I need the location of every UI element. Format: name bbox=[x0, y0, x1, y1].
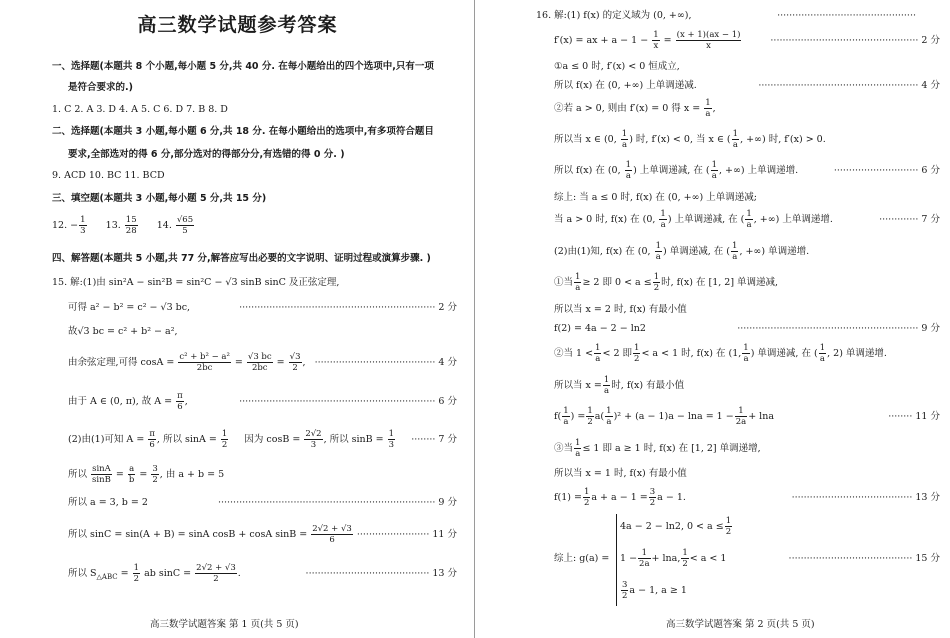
q16-line-19: f(1) = $\frac{1}{2}$ a + a − 1 = $\frac{3}{2}$ a − 1. bbox=[554, 487, 686, 508]
q15-line-5: 由于 A ∈ (0, π), 故 A = $\frac{\pi}{6}$ , bbox=[68, 391, 188, 412]
page-footer: 高三数学试题答案 第 2 页(共 5 页) bbox=[666, 619, 815, 630]
page-divider bbox=[474, 0, 475, 638]
piecewise-case-3: $\frac{3}{2}$ a − 1, a ≥ 1 bbox=[622, 580, 687, 601]
q16-line-3: ①a ≤ 0 时, f′(x) < 0 恒成立, bbox=[554, 61, 680, 72]
answer-page-2 bbox=[476, 0, 950, 638]
fraction: $\frac{1}{3}$ bbox=[80, 215, 86, 236]
g-of-a-label: 综上: g(a) = bbox=[554, 553, 610, 564]
q15-line-3: 故√3 bc = c² + b² − a², bbox=[68, 326, 178, 337]
q15-line-6: (2)由(1)可知 A = $\frac{\pi}{6}$ , 所以 sinA = $\frac{1}{2}$ 因为 cosB = $\frac{2√2}{3}$ , 所以 sinB = $\frac{1}{3}$ bbox=[68, 429, 395, 450]
q16-line-16: f( $\frac{1}{a}$ ) = $\frac{1}{2}$ a( $\frac{1}{a}$ )² + (a − 1)a − lna = 1 − $\frac{1}{2a}$ + lna bbox=[554, 406, 775, 427]
score-11: ························ 11 分 bbox=[356, 529, 457, 540]
section-3-answers: 12. − $\frac{1}{3}$ 13. $\frac{15}{28}$ 14. $\frac{√65}{5}$ bbox=[52, 215, 194, 236]
q16-line-10: (2)由(1)知, f(x) 在 (0, $\frac{1}{a}$ ) 单调递减, 在 ( $\frac{1}{a}$ , +∞) 单调递增. bbox=[554, 241, 810, 262]
fraction: $\frac{√65}{5}$ bbox=[176, 215, 194, 236]
score-13: ········································ 13 分 bbox=[791, 492, 940, 503]
q16-line-9: 当 a > 0 时, f(x) 在 (0, $\frac{1}{a}$ ) 上单调递减, 在 ( $\frac{1}{a}$ , +∞) 上单调递增. bbox=[554, 209, 833, 230]
q16-leader-1: ·············································· bbox=[777, 10, 916, 21]
q16-line-4: 所以 f(x) 在 (0, +∞) 上单调递减. bbox=[554, 80, 697, 91]
q15-line-10: 所以 $S_{\triangle ABC}$ = $\frac{1}{2}$ ab sinC = $\frac{2√2 + √3}{2}$ . bbox=[68, 563, 241, 584]
score-4: ····················································· 4 分 bbox=[758, 80, 940, 91]
q16-line-13: f(2) = 4a − 2 − ln2 bbox=[554, 323, 646, 334]
q15-line-4: 由余弦定理,可得 cosA = $\frac{\text{c² + b² − a²}}{2bc}$ = $\frac{√3 bc}{2bc}$ = $\frac{√3}{2}$ , bbox=[68, 352, 306, 373]
score-9: ········································································ 9 分 bbox=[217, 497, 457, 508]
q16-line-14: ②当 1 < $\frac{1}{a}$ < 2 即 $\frac{1}{2}$ < a < 1 时, f(x) 在 (1, $\frac{1}{a}$ ) 单调递减, 在 ( $\frac{1}{a}$ , 2) 单调递增. bbox=[554, 343, 887, 364]
score-6: ···························· 6 分 bbox=[833, 165, 940, 176]
section-2-heading-a: 二、选择题(本题共 3 小题,每小题 6 分,共 18 分. 在每小题给出的选项中,有多项符合题目 bbox=[52, 126, 434, 137]
score-15: ········································· 15 分 bbox=[788, 553, 940, 564]
section-1-heading-a: 一、选择题(本题共 8 个小题,每小题 5 分,共 40 分. 在每小题给出的四个选项中,只有一项 bbox=[52, 61, 434, 72]
q16-line-17: ③当 $\frac{1}{a}$ ≤ 1 即 a ≥ 1 时, f(x) 在 [1, 2] 单调递增, bbox=[554, 438, 761, 459]
score-7: ············· 7 分 bbox=[879, 214, 940, 225]
q16-line-15: 所以当 x = $\frac{1}{a}$ 时, f(x) 有最小值 bbox=[554, 375, 685, 396]
q16-line-12: 所以当 x = 2 时, f(x) 有最小值 bbox=[554, 304, 687, 315]
q16-line-2: f′(x) = ax + a − 1 − $\frac{1}{x}$ = $\frac{(x + 1)(ax - 1)}{x}$ bbox=[554, 30, 741, 51]
q16-line-11: ①当 $\frac{1}{a}$ ≥ 2 即 0 < a ≤ $\frac{1}{2}$ 时, f(x) 在 [1, 2] 单调递减, bbox=[554, 272, 779, 293]
score-13: ········································· 13 分 bbox=[305, 568, 457, 579]
q16-line-8: 综上: 当 a ≤ 0 时, f(x) 在 (0, +∞) 上单调递减; bbox=[554, 192, 757, 203]
q16-line-5: ②若 a > 0, 则由 f′(x) = 0 得 x = $\frac{1}{a}$ , bbox=[554, 98, 716, 119]
page-title: 高三数学试题参考答案 bbox=[137, 14, 338, 36]
score-9: ···························································· 9 分 bbox=[737, 323, 940, 334]
q16-line-18: 所以当 x = 1 时, f(x) 有最小值 bbox=[554, 468, 687, 479]
piecewise-brace bbox=[616, 514, 617, 606]
piecewise-case-2: 1 − $\frac{1}{2a}$ + lna, $\frac{1}{2}$ < a < 1 bbox=[620, 548, 727, 569]
score-4: ········································ 4 分 bbox=[314, 357, 457, 368]
q15-line-1: 15. 解:(1)由 sin²A − sin²B = sin²C − √3 sinB sinC 及正弦定理, bbox=[52, 277, 340, 288]
score-7: ········ 7 分 bbox=[411, 434, 457, 445]
page-footer: 高三数学试题答案 第 1 页(共 5 页) bbox=[150, 619, 299, 630]
q16-line-1: 16. 解:(1) f(x) 的定义域为 (0, +∞), bbox=[536, 10, 692, 21]
q15-line-9: 所以 sinC = sin(A + B) = sinA cosB + cosA sinB = $\frac{2√2 + √3}{6}$ bbox=[68, 524, 352, 545]
score-2: ································································· 2 分 bbox=[239, 302, 457, 313]
score-2: ················································· 2 分 bbox=[770, 35, 940, 46]
section-1-heading-b: 是符合要求的.) bbox=[68, 82, 133, 93]
q16-line-7: 所以 f(x) 在 (0, $\frac{1}{a}$ ) 上单调递减, 在 ( $\frac{1}{a}$ , +∞) 上单调递增. bbox=[554, 160, 799, 181]
q16-line-6: 所以当 x ∈ (0, $\frac{1}{a}$ ) 时, f′(x) < 0, 当 x ∈ ( $\frac{1}{a}$ , +∞) 时, f′(x) > 0. bbox=[554, 129, 826, 150]
q15-line-7: 所以 $\frac{\sin A}{\sin B}$ = $\frac{a}{b}$ = $\frac{3}{2}$ , 由 a + b = 5 bbox=[68, 464, 225, 485]
score-11: ········ 11 分 bbox=[888, 411, 940, 422]
q15-line-8: 所以 a = 3, b = 2 bbox=[68, 497, 148, 508]
section-2-answers: 9. ACD 10. BC 11. BCD bbox=[52, 170, 165, 181]
piecewise-case-1: 4a − 2 − ln2, 0 < a ≤ $\frac{1}{2}$ bbox=[620, 516, 732, 537]
section-3-heading: 三、填空题(本题共 3 小题,每小题 5 分,共 15 分) bbox=[52, 193, 267, 204]
section-4-heading: 四、解答题(本题共 5 小题,共 77 分,解答应写出必要的文字说明、证明过程或演算步骤. ) bbox=[52, 253, 431, 264]
q15-line-2: 可得 a² − b² = c² − √3 bc, bbox=[68, 302, 191, 313]
fraction: $\frac{15}{28}$ bbox=[125, 215, 137, 236]
score-6: ································································· 6 分 bbox=[239, 396, 457, 407]
section-2-heading-b: 要求,全部选对的得 6 分,部分选对的得部分分,有选错的得 0 分. ) bbox=[68, 149, 345, 160]
section-1-answers: 1. C 2. A 3. D 4. A 5. C 6. D 7. B 8. D bbox=[52, 104, 228, 115]
